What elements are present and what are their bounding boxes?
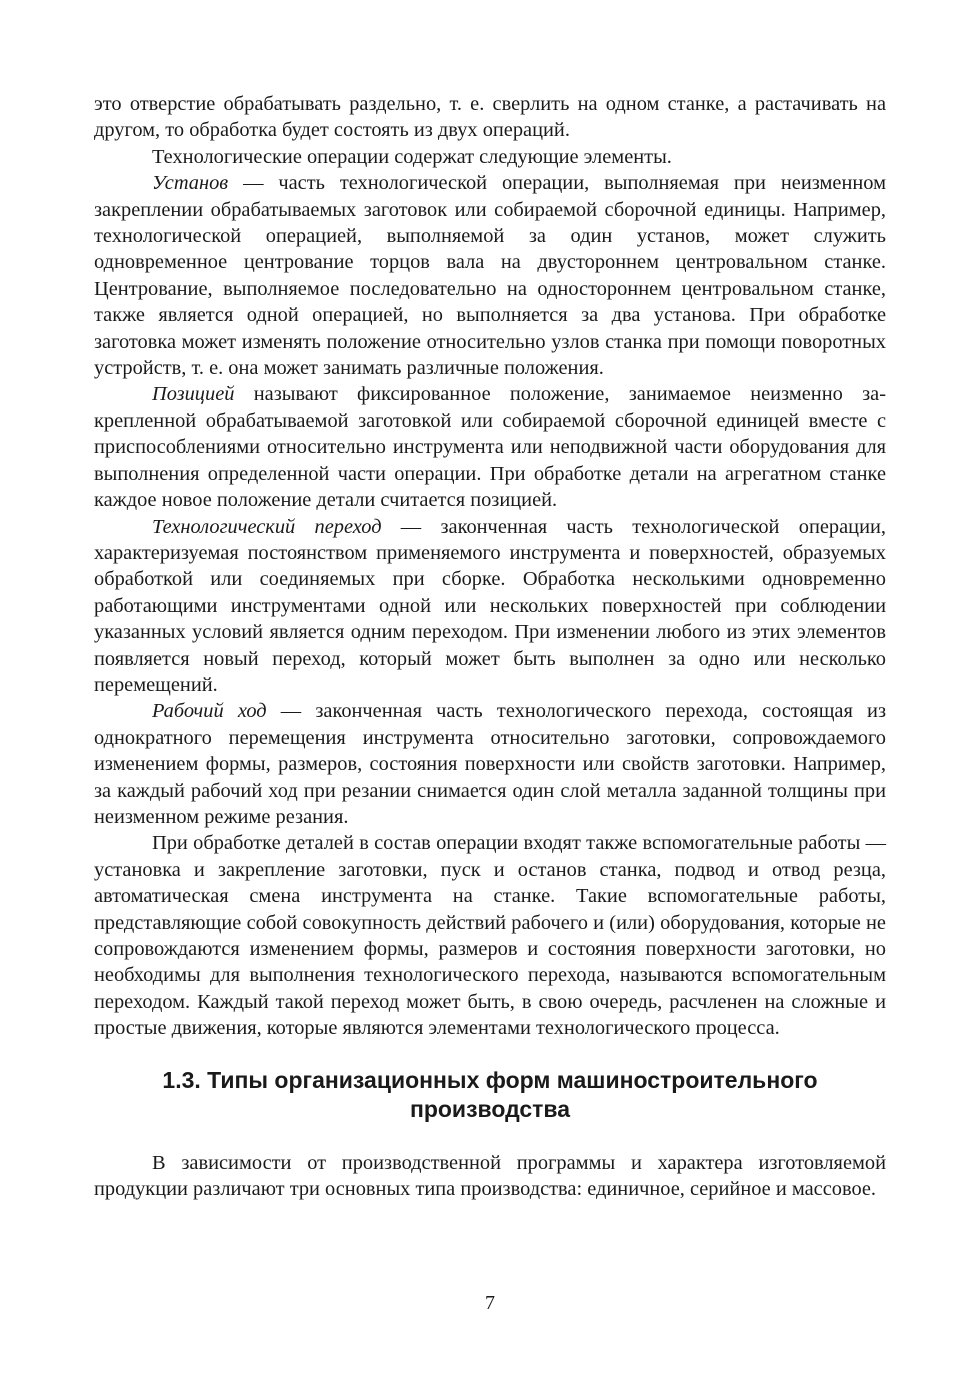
- term-poziciya: Позицией: [152, 383, 235, 406]
- page-number: 7: [485, 1292, 495, 1314]
- definition-poziciya: называют фиксированное положение, занимаемое неизменно закрепленной обрабатываемой заготовкой или собираемой сборочной единицей вместе с приспособлениями относительно инструмента или неподвижной части оборудования для выполнения определенной части операции. При обработке детали на агрегатном станке каждое новое положение детали считается позицией.: [94, 383, 886, 512]
- paragraph-perehod: [94, 514, 886, 699]
- paragraph-ustanov: [94, 170, 886, 381]
- definition-rabochiy-hod: — законченная часть технологического перехода, состоящая из однократного перемещения инструмента относительно заготовки, сопровождаемого изменением формы, размеров, состояния поверхности или свойств заготовки. Например, за каждый рабочий ход при резании снимается один слой металла заданной толщины при неизменном режиме резания.: [94, 700, 886, 828]
- term-rabochiy-hod: Рабочий ход: [152, 700, 267, 723]
- paragraph-rabochiy-hod: [94, 698, 886, 830]
- paragraph-vspomogatelnye: При обработке деталей в состав операции входят также вспомогательные работы — установка и закрепление заготовки, пуск и останов станка, подвод и отвод резца, автоматическая смена инструмента на станке. Такие вспомогательные работы, представляющие собой совокупность действий рабочего и (или) оборудования, которые не сопровождаются изменением формы, размеров и состояния поверхности заготовки, но необходимы для выполнения технологического перехода, называются вспомогательным переходом. Каждый такой переход может быть, в свою очередь, расчленен на сложные и простые движения, которые являются элементами технологического процесса.: [94, 832, 886, 1040]
- term-ustanov: Установ: [152, 172, 229, 195]
- section-heading: [94, 1066, 886, 1124]
- paragraph-poziciya: [94, 381, 886, 513]
- section-heading-line-2: производства: [409, 1095, 571, 1122]
- section-heading-line-1: 1.3. Типы организационных форм машиностроительного: [162, 1066, 818, 1093]
- paragraph-elements-intro: Технологические операции содержат следующие элементы.: [152, 145, 672, 168]
- paragraph-tipy-proizvodstva: В зависимости от производственной программы и характера изготовляемой продукции различают три основных типа производства: единичное, серийное и массовое.: [94, 1151, 886, 1201]
- term-perehod: Технологический переход: [152, 515, 382, 538]
- definition-perehod: — законченная часть технологической операции, характеризуемая постоянством применяемого инструмента и поверхностей, образуемых обработкой или соединяемых при сборке. Обработка несколькими одновременно работающими инструментами одной или нескольких поверхностей при соблюдении указанных условий является одним переходом. При изменении любого из этих элементов появляется новый переход, который может быть выполнен за одно или несколько перемещений.: [94, 515, 886, 696]
- definition-ustanov: — часть технологической операции, выполняемая при неизменном закреплении обрабатываемых заготовок или собираемой сборочной единицы. Например, технологической операцией, выполняемой за один установ, может служить одновременное центрование торцов вала на двустороннем центровальном станке. Центрование, выполняемое последовательно на одностороннем центровальном станке, также является одной операцией, но выполняется за два установа. При обработке заготовка может изменять положение относительно узлов станка при помощи поворотных устройств, т. е. она может занимать различные положения.: [94, 172, 886, 380]
- paragraph-continued: это отверстие обрабатывать раздельно, т. е. сверлить на одном станке, а растачивать на другом, то обработка будет состоять из двух операций.: [94, 93, 886, 142]
